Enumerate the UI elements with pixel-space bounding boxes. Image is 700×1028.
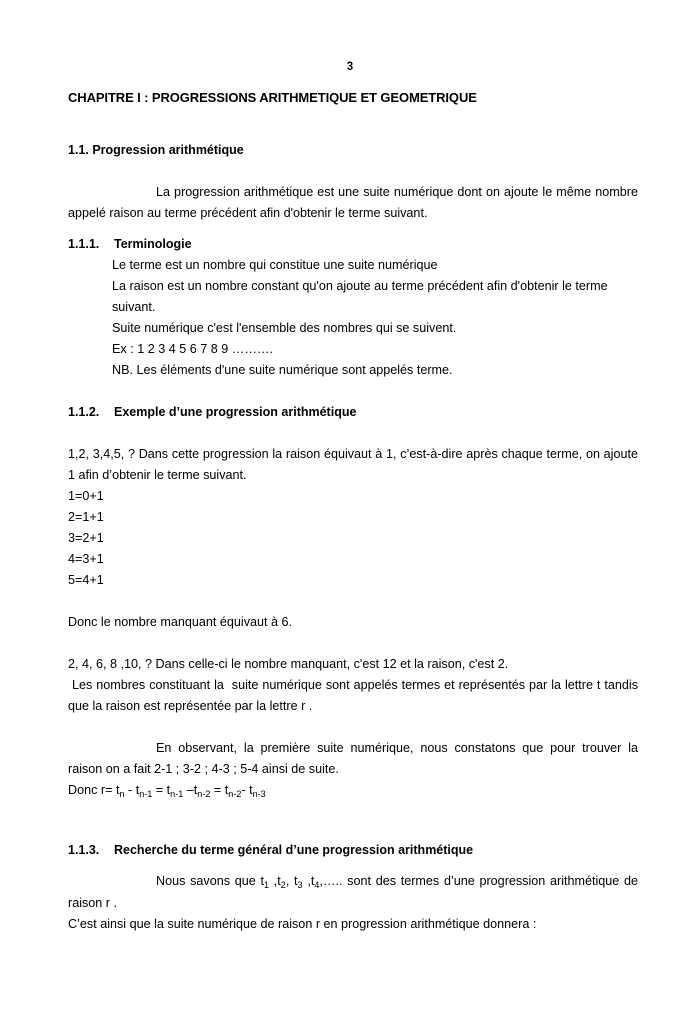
heading-1-1-1-title: Terminologie: [114, 237, 192, 251]
terme-sub-3: 3: [297, 879, 303, 890]
heading-1-1-3: [68, 840, 638, 861]
formula-sub-2: n-1: [139, 788, 153, 799]
heading-1-1-3-title: Recherche du terme général d’une progression arithmétique: [114, 843, 474, 857]
paragraph-en-observant: En observant, la première suite numérique, nous constatons que pour trouver la raison on a fait 2-1 ; 3-2 ; 4-3 ; 5-4 ainsi de suite.: [68, 741, 638, 776]
nous-savons-part-5: ,….. sont des termes d’une progression arithmétique de raison r .: [68, 874, 639, 910]
paragraph-cest-ainsi: C’est ainsi que la suite numérique de raison r en progression arithmétique donnera :: [68, 917, 537, 931]
nous-savons-part-1: Nous savons que t: [156, 874, 264, 888]
formula-sub-1: n: [119, 788, 125, 799]
formula-part-1: Donc r= t: [68, 783, 120, 797]
terminologie-list: [112, 255, 638, 381]
terme-sub-2: 2: [280, 879, 286, 890]
equation-line-3: 3=2+1: [68, 531, 104, 545]
formula-raison: [68, 780, 638, 802]
page-number: 3: [346, 61, 354, 73]
paragraph-exemple-1: 1,2, 3,4,5, ? Dans cette progression la raison équivaut à 1, c’est-à-dire après chaque terme, on ajoute 1 afin d’obtenir le terme suivant.: [68, 447, 638, 482]
terminologie-line-2: La raison est un nombre constant qu'on ajoute au terme précédent afin d'obtenir le terme suivant.: [112, 279, 608, 314]
formula-part-2: - t: [124, 783, 140, 797]
formula-sub-6: n-3: [252, 788, 266, 799]
nous-savons-part-2: ,t: [269, 874, 281, 888]
equation-line-5: 5=4+1: [68, 573, 104, 587]
chapter-title: CHAPITRE I : PROGRESSIONS ARITHMETIQUE ET GEOMETRIQUE: [68, 90, 477, 105]
terminologie-line-5: NB. Les éléments d'une suite numérique sont appelés terme.: [112, 363, 453, 377]
terminologie-line-4: Ex : 1 2 3 4 5 6 7 8 9 ……….: [112, 342, 274, 356]
paragraph-conclusion-manquant: Donc le nombre manquant équivaut à 6.: [68, 615, 293, 629]
heading-1-1-2-title: Exemple d’une progression arithmétique: [114, 405, 357, 419]
formula-sub-4: n-2: [197, 788, 211, 799]
heading-1-1: 1.1. Progression arithmétique: [68, 143, 244, 157]
formula-part-5: = t: [210, 783, 229, 797]
paragraph-termes-lettres: Les nombres constituant la suite numérique sont appelés termes et représentés par la lettre t tandis que la raison est représentée par la lettre r .: [68, 678, 642, 713]
heading-1-1-1: [68, 234, 638, 255]
paragraph-intro-progression: La progression arithmétique est une suite numérique dont on ajoute le même nombre appelé raison au terme précédent afin d'obtenir le terme suivant.: [68, 185, 638, 220]
heading-1-1-3-number: 1.1.3.: [68, 843, 100, 857]
equation-line-1: 1=0+1: [68, 489, 104, 503]
formula-sub-5: n-2: [228, 788, 242, 799]
paragraph-exemple-2: 2, 4, 6, 8 ,10, ? Dans celle-ci le nombre manquant, c'est 12 et la raison, c'est 2.: [68, 657, 509, 671]
heading-1-1-2: [68, 402, 638, 423]
formula-sub-3: n-1: [170, 788, 184, 799]
terminologie-line-3: Suite numérique c'est l'ensemble des nombres qui se suivent.: [112, 321, 457, 335]
formula-part-3: = t: [152, 783, 171, 797]
document-body: [68, 140, 642, 935]
nous-savons-part-3: , t: [285, 874, 298, 888]
nous-savons-part-4: ,t: [302, 874, 315, 888]
terme-sub-4: 4: [314, 879, 320, 890]
equation-line-2: 2=1+1: [68, 510, 104, 524]
equation-line-4: 4=3+1: [68, 552, 104, 566]
formula-part-4: –t: [183, 783, 198, 797]
paragraph-nous-savons: [68, 871, 638, 914]
equation-list: [68, 486, 638, 591]
terme-sub-1: 1: [263, 879, 270, 890]
heading-1-1-2-number: 1.1.2.: [68, 405, 100, 419]
terminologie-line-1: Le terme est un nombre qui constitue une suite numérique: [112, 258, 438, 272]
heading-1-1-1-number: 1.1.1.: [68, 237, 100, 251]
formula-part-6: - t: [241, 783, 253, 797]
